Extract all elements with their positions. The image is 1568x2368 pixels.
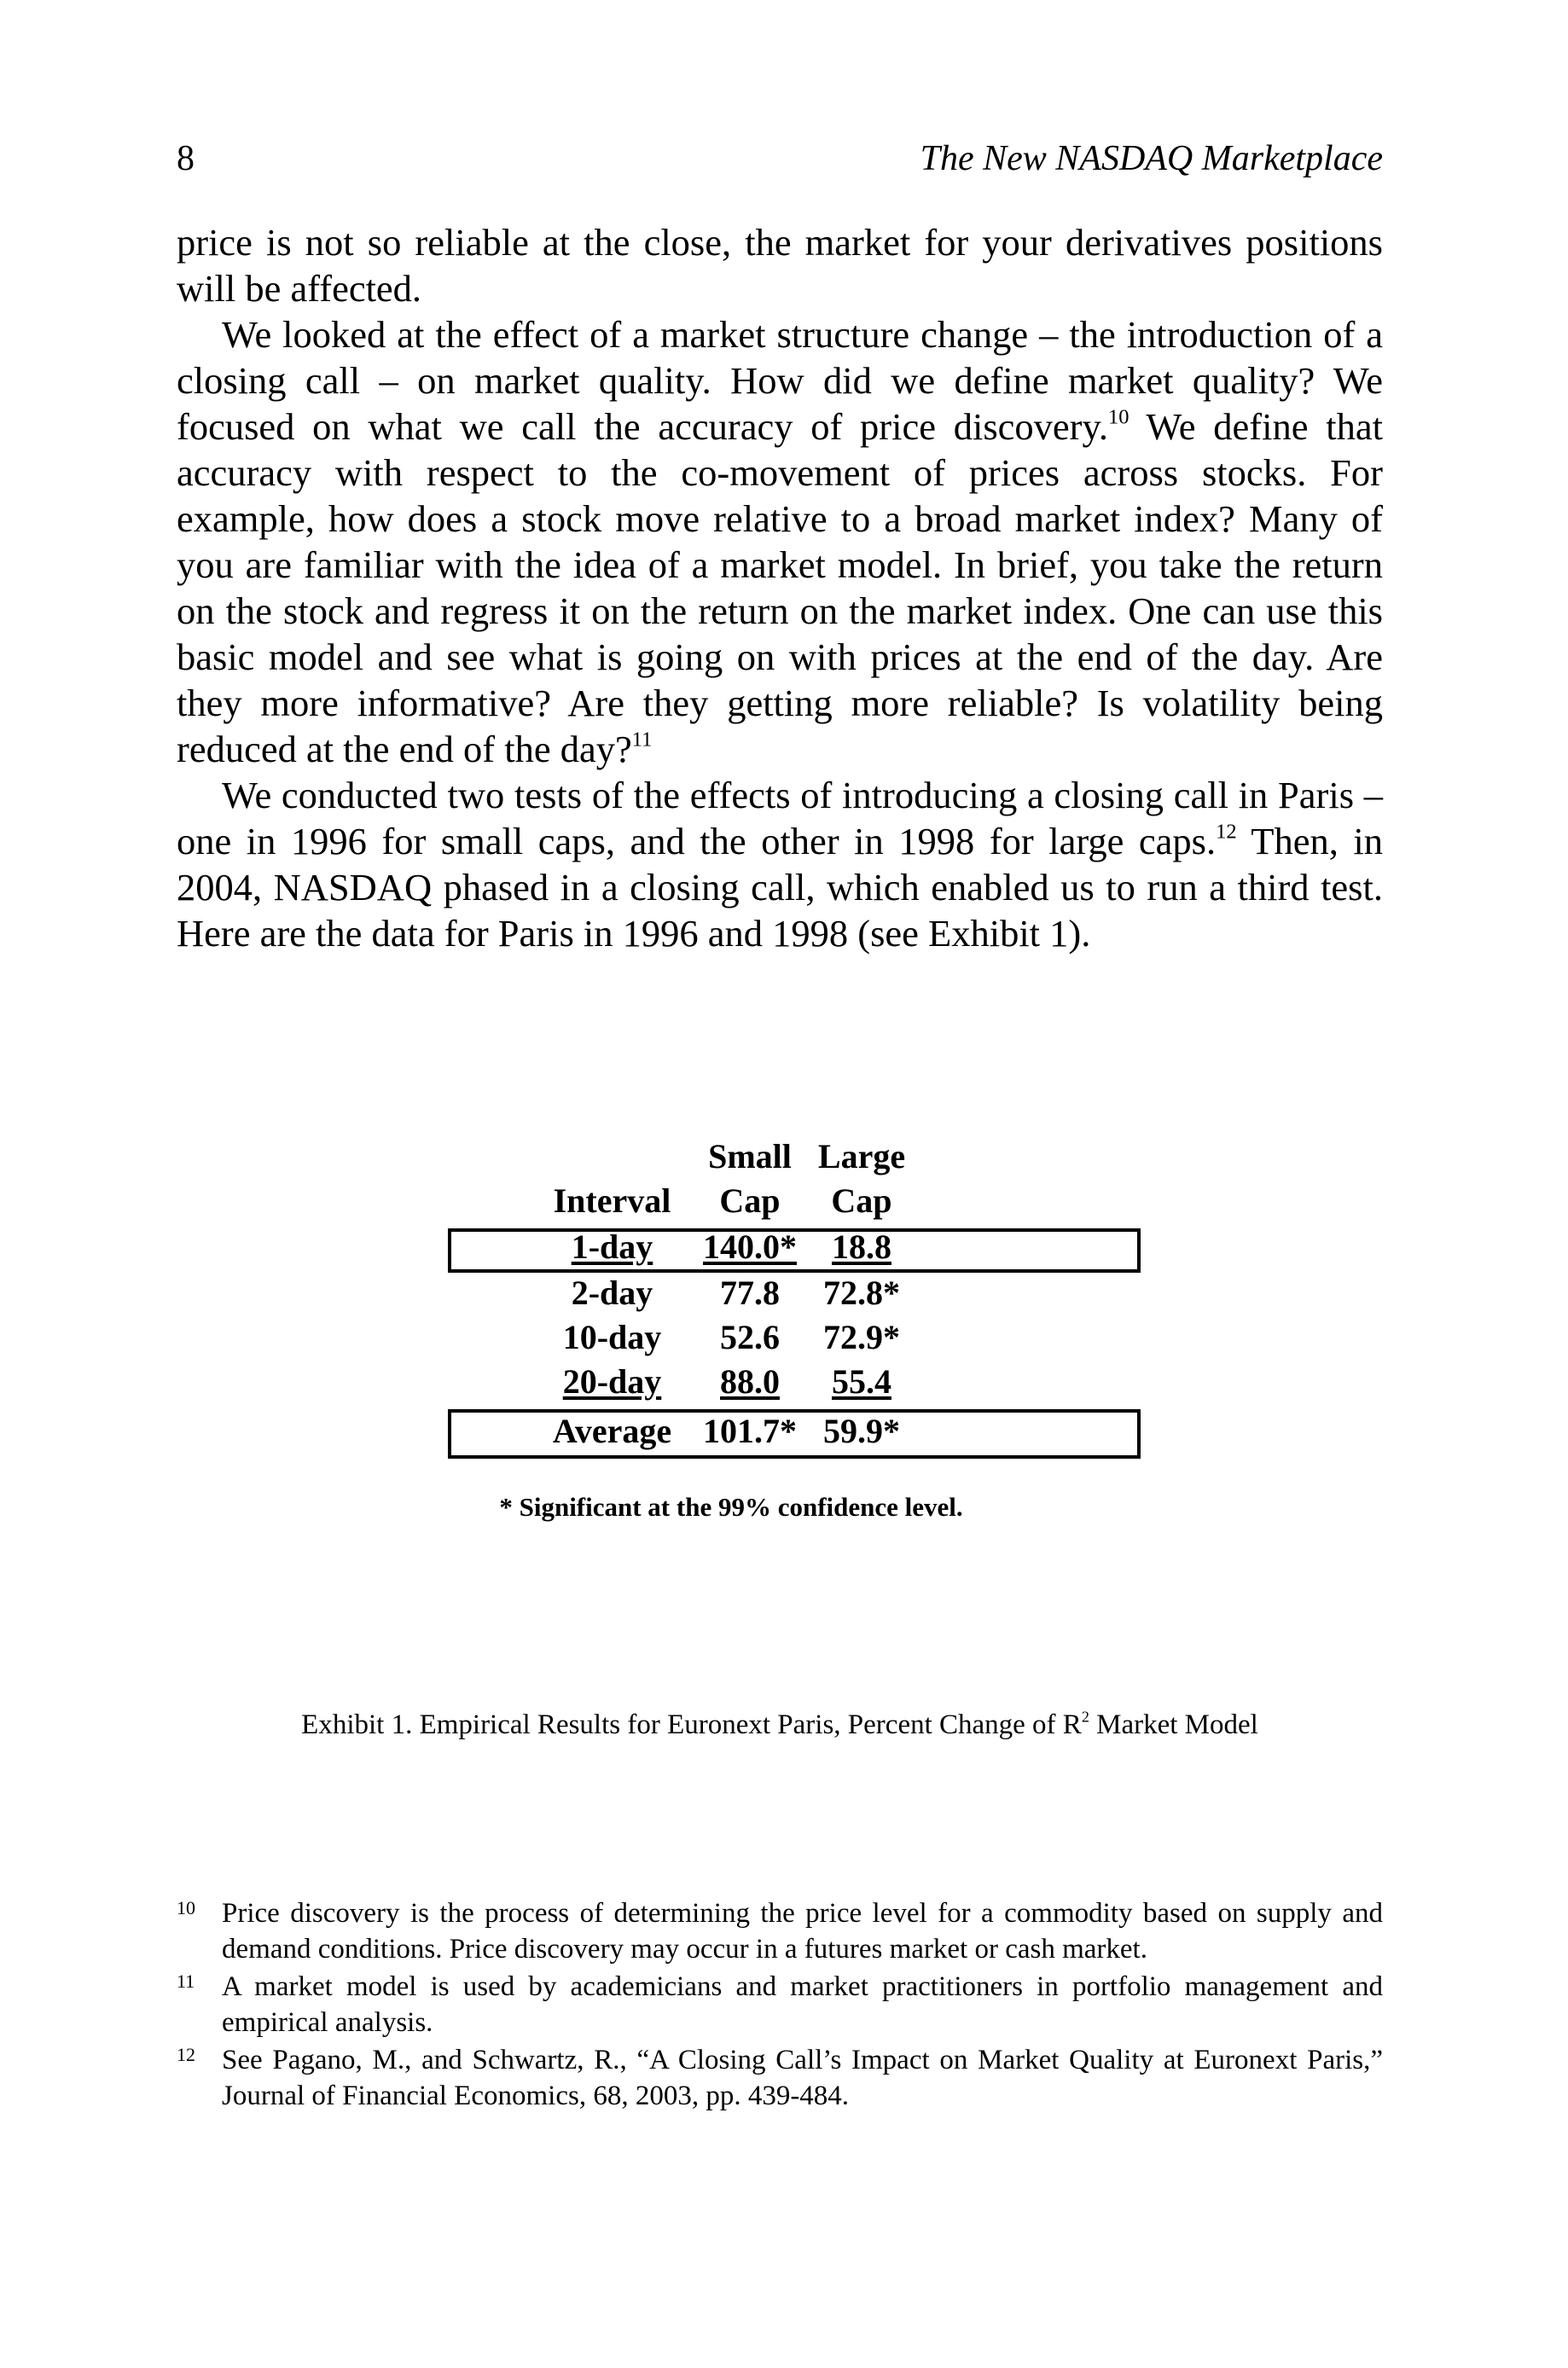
caption-text-a: Exhibit 1. Empirical Results for Euronext Paris, Percent Change of R: [301, 1709, 1082, 1740]
cell-large-cap: 55.4: [832, 1362, 891, 1401]
page-number: 8: [177, 139, 195, 178]
table-row: [448, 1225, 1147, 1269]
footnote-text: See Pagano, M., and Schwartz, R., “A Closing Call’s Impact on Market Quality at Euronext Paris,” Journal of Financial Economics, 68, 2003, pp. 439-484.: [222, 2045, 1383, 2111]
footnote: [177, 2042, 1383, 2114]
body-text: [177, 219, 1383, 956]
footnote-ref-11: 11: [631, 728, 653, 752]
footnote-number: 12: [177, 2044, 195, 2065]
paragraph-1-text: price is not so reliable at the close, the market for your derivatives positions will be affected.: [177, 221, 1383, 310]
footnotes: [177, 1895, 1383, 2116]
footnote-ref-10: 10: [1107, 405, 1130, 429]
header-large: Large: [817, 1137, 906, 1175]
header-interval: Interval: [553, 1181, 671, 1220]
significance-note: * Significant at the 99% confidence level.: [499, 1492, 963, 1522]
cell-small-cap: 77.8: [720, 1274, 780, 1312]
paragraph-3-text-a: We conducted two tests of the effects of introducing a closing call in Paris – one in 1996 for small caps, and the other in 1998 for large caps.: [177, 774, 1383, 862]
table-header-row-2: [448, 1179, 1147, 1223]
table-header-row-1: [448, 1135, 1147, 1179]
paragraph-3: [177, 772, 1383, 956]
footnote-text: Price discovery is the process of determining the price level for a commodity based on supply and demand conditions. Price discovery may occur in a futures market or cash market.: [222, 1898, 1383, 1965]
cell-interval: Average: [552, 1412, 672, 1450]
cell-small-cap: 52.6: [720, 1318, 780, 1356]
footnote: [177, 1969, 1383, 2040]
cell-interval: 2-day: [571, 1274, 653, 1312]
exhibit-caption: [177, 1706, 1383, 1744]
header-small: Small: [708, 1137, 792, 1175]
cell-small-cap: 88.0: [720, 1362, 780, 1401]
footnote-text: A market model is used by academicians and market practitioners in portfolio management and empirical analysis.: [222, 1971, 1383, 2038]
table-row: [448, 1409, 1147, 1454]
caption-superscript: 2: [1081, 1708, 1089, 1726]
header-small-cap: Cap: [719, 1181, 781, 1220]
cell-small-cap: 101.7*: [703, 1412, 797, 1450]
cell-small-cap: 140.0*: [703, 1228, 797, 1266]
footnote-ref-12: 12: [1216, 820, 1237, 844]
cell-large-cap: 18.8: [832, 1228, 891, 1266]
cell-interval: 1-day: [571, 1228, 653, 1266]
paragraph-2-text-b: We define that accuracy with respect to the co-movement of prices across stocks. For example, how does a stock move relative to a broad market index? Many of you are familiar with the idea of a market model. In brief, you take the return on the stock and regress it on the return on the market index. One can use this basic model and see what is going on with prices at the end of the day. Are they more informative? Are they getting more reliable? Is volatility being reduced at the end of the day?: [177, 405, 1383, 770]
cell-large-cap: 72.9*: [823, 1318, 900, 1356]
cell-large-cap: 72.8*: [823, 1274, 900, 1312]
table-row: [448, 1360, 1147, 1404]
paragraph-3-text-b: Then, in 2004, NASDAQ phased in a closing call, which enabled us to run a third test. Here are the data for Paris in 1996 and 1998 (see Exhibit 1).: [177, 820, 1384, 955]
table-row: [448, 1315, 1147, 1360]
cell-interval: 10-day: [562, 1318, 662, 1356]
running-head: [177, 135, 1383, 183]
cell-interval: 20-day: [562, 1362, 662, 1401]
table-row: [448, 1271, 1147, 1315]
paragraph-1: [177, 219, 1383, 311]
cell-large-cap: 59.9*: [823, 1412, 900, 1450]
running-title: The New NASDAQ Marketplace: [920, 139, 1383, 178]
paragraph-2-text-a: We looked at the effect of a market structure change – the introduction of a closing call – on market quality. How did we define market quality? We focused on what we call the accuracy of price discovery.: [177, 313, 1383, 448]
paragraph-2: [177, 311, 1383, 772]
footnote-number: 11: [177, 1970, 195, 1992]
footnote: [177, 1895, 1383, 1967]
footnote-number: 10: [177, 1897, 195, 1918]
header-large-cap: Cap: [831, 1181, 892, 1220]
caption-text-b: Market Model: [1089, 1709, 1258, 1740]
